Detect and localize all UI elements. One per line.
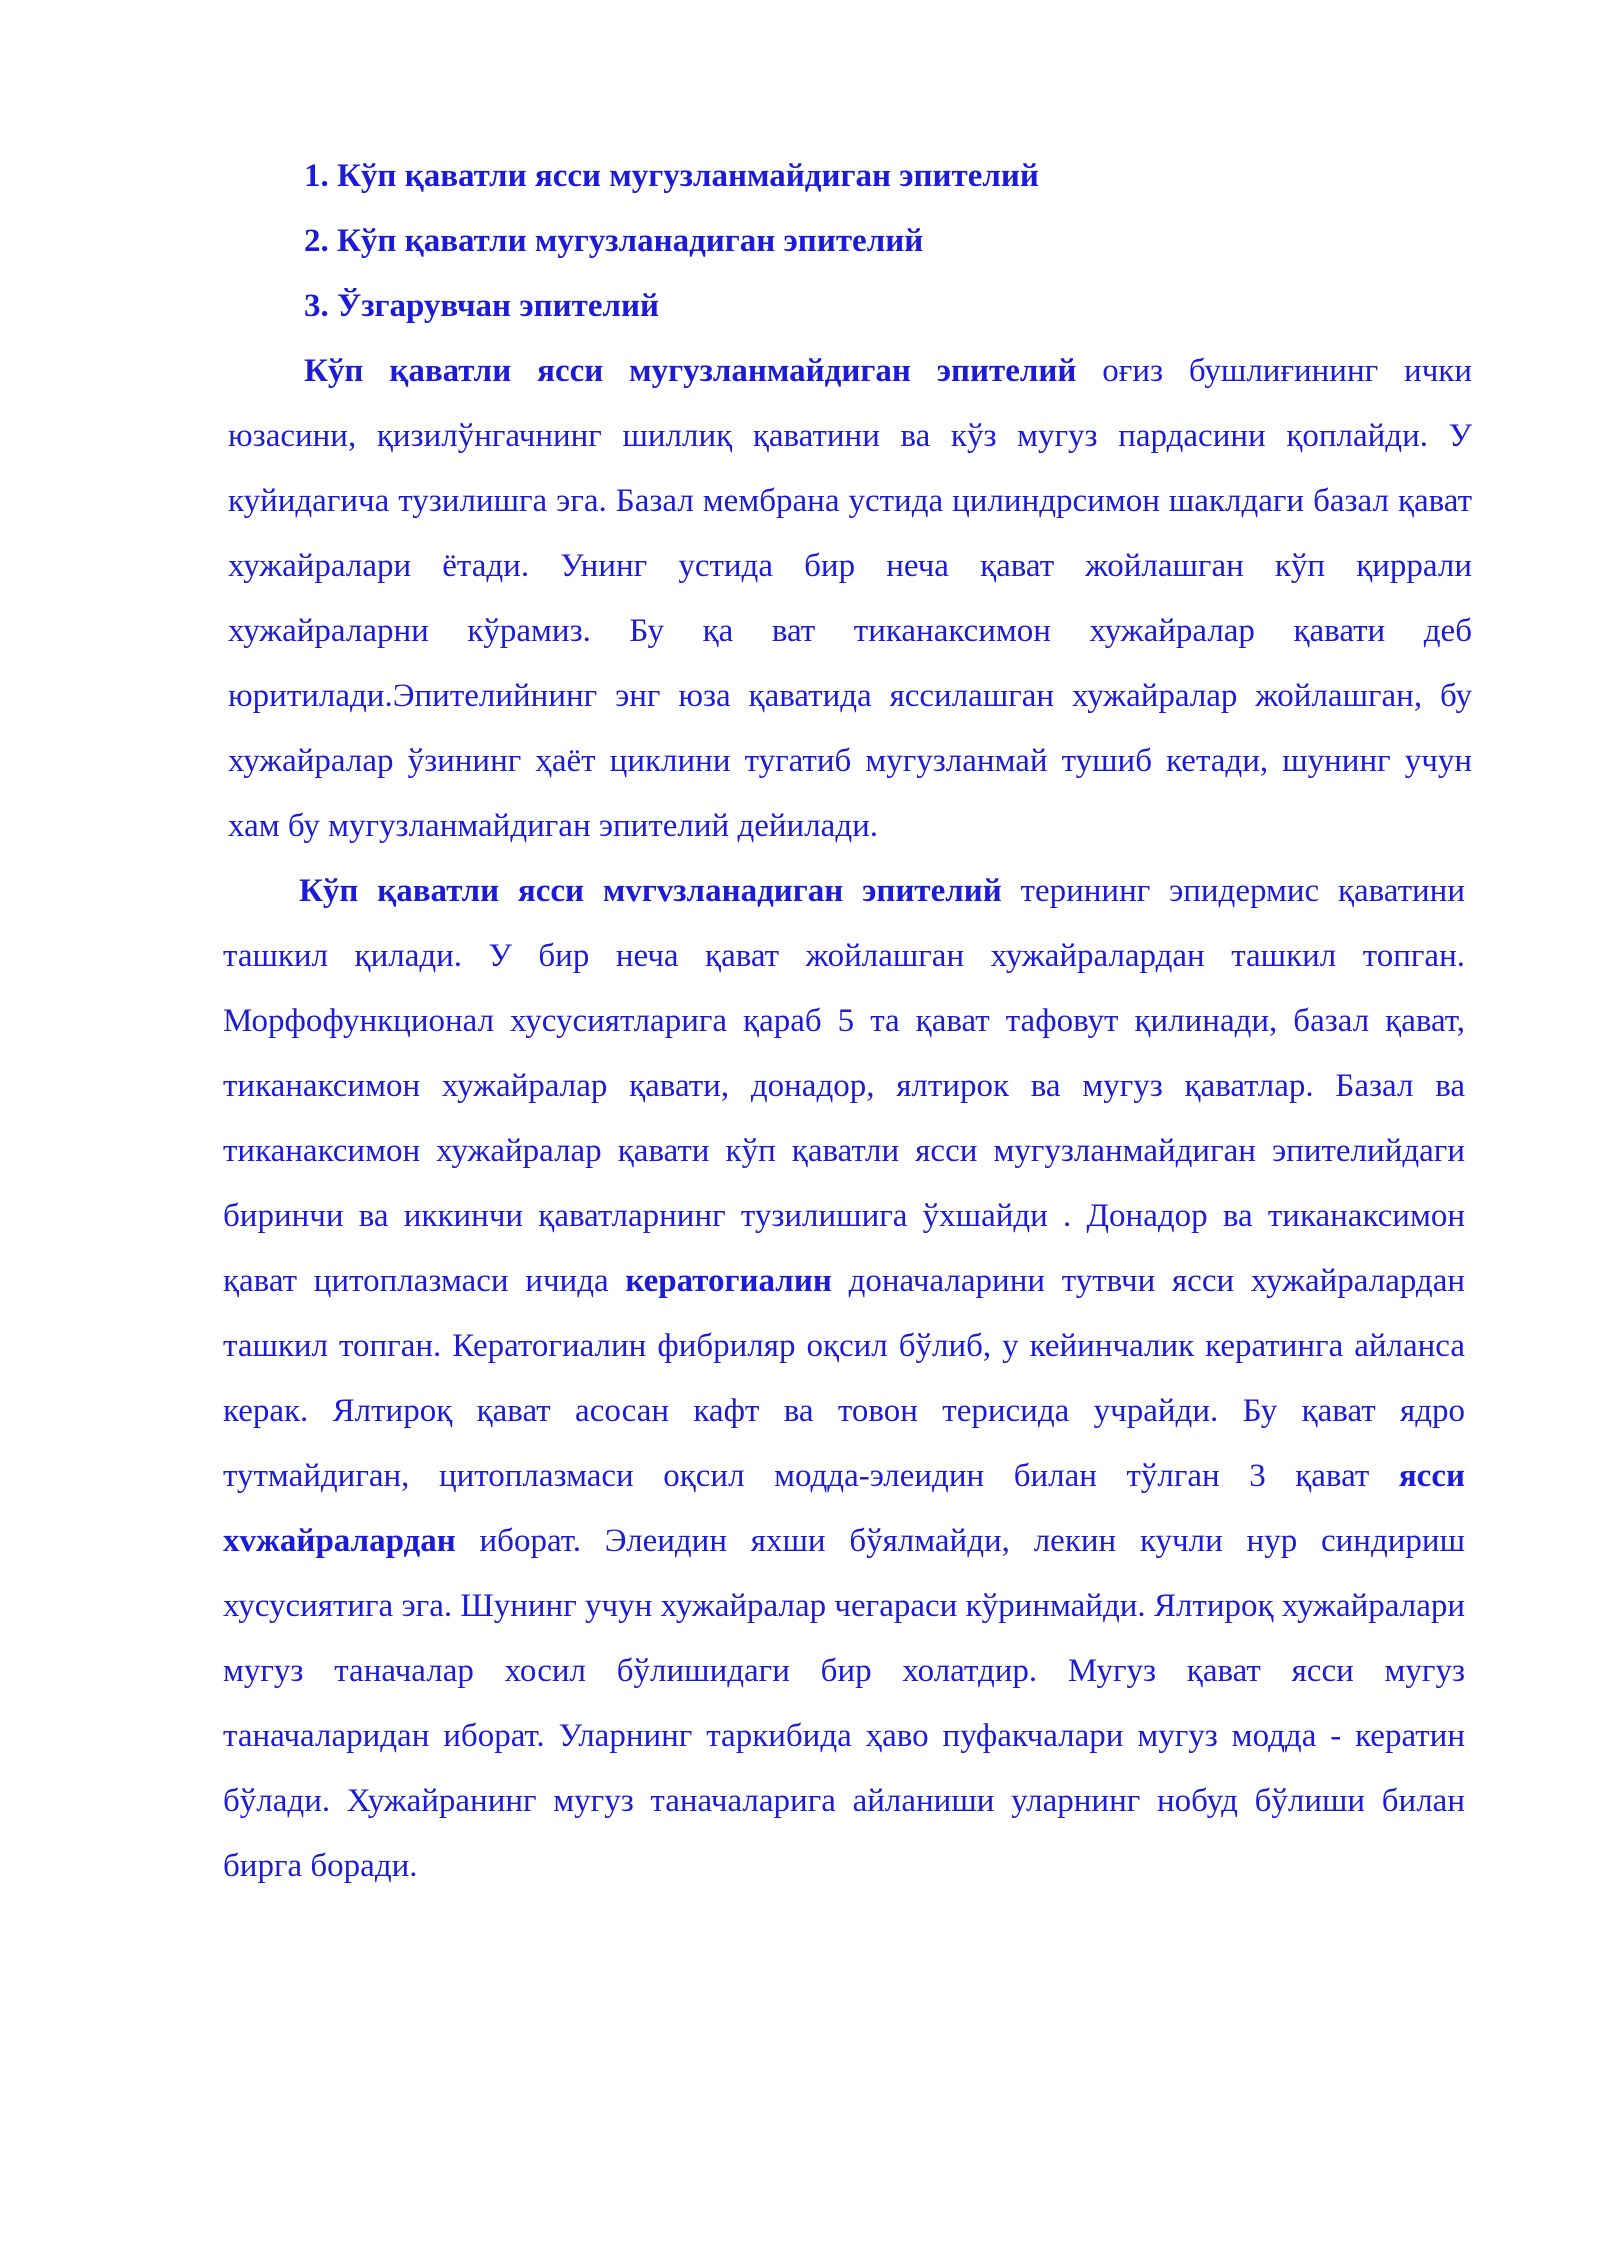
term-keratinized-epithelium: Кўп қаватли ясси мvгvзланадиган эпителий <box>299 873 1002 909</box>
term-nonkeratinized-epithelium: Кўп қаватли ясси мугузланмайдиган эпителий <box>304 353 1077 389</box>
term-keratogialin: кератогиалин <box>625 1263 832 1299</box>
list-item-1: 1. Кўп қаватли ясси мугузланмайдиган эпителий <box>304 158 1039 194</box>
paragraph-text: терининг эпидермис қаватини ташкил қилади. У бир неча қават жойлашган хужайралардан ташкил топган. Морфофункционал хусусиятларига қараб 5 та қават тафовут қилинади, базал қават, тиканаксимон хужайралар қавати, донадор, ялтирок ва мугуз қаватлар. Базал ва тиканаксимон хужайралар қавати кўп қаватли ясси мугузланмайдиган эпителийдаги биринчи ва иккинчи қаватларнинг тузилишига ўхшайди . Донадор ва тиканаксимон қават цитоплазмаси ичида <box>223 873 1465 1299</box>
list-item-2: 2. Кўп қаватли мугузланадиган эпителий <box>304 223 924 259</box>
term-flat-cells: ясси хvжайралардан <box>223 1458 1465 1559</box>
paragraph-text: оғиз бушлиғининг ички юзасини, қизилўнгачнинг шиллиқ қаватини ва кўз мугуз пардасини қоплайди. У куйидагича тузилишга эга. Базал мембрана устида цилиндрсимон шаклдаги базал қават хужайралари ётади. Унинг устида бир неча қават жойлашган кўп қиррали хужайраларни кўрамиз. Бу қа ват тиканаксимон хужайралар қавати деб юритилади.Эпителийнинг энг юза қаватида яссилашган хужайралар жойлашган, бу хужайралар ўзининг ҳаёт циклини тугатиб мугузланмай тушиб кетади, шунинг учун хам бу мугузланмайдиган эпителий дейилади. <box>228 353 1472 844</box>
paragraph-nonkeratinized <box>228 339 1472 859</box>
paragraph-keratinized <box>223 859 1465 1899</box>
list-item-3: 3. Ўзгарувчан эпителий <box>304 288 660 324</box>
paragraph-text: иборат. Элеидин яхши бўялмайди, лекин кучли нур синдириш хусусиятига эга. Шунинг учун хужайралар чегараси кўринмайди. Ялтироқ хужайралари мугуз таначалар хосил бўлишидаги бир холатдир. Мугуз қават ясси мугуз таначаларидан иборат. Уларнинг таркибида ҳаво пуфакчалари мугуз модда - кератин бўлади. Хужайранинг мугуз таначаларига айланиши уларнинг нобуд бўлиши билан бирга боради. <box>223 1523 1465 1884</box>
paragraph-text: доначаларини тутвчи ясси хужайралардан ташкил топган. Кератогиалин фибриляр оқсил бўлиб, у кейинчалик кератинга айланса керак. Ялтироқ қават асосан кафт ва товон терисида учрайди. Бу қават ядро тутмайдиган, цитоплазмаси оқсил модда-элеидин билан тўлган 3 қават <box>223 1263 1466 1494</box>
document-page <box>223 144 1472 1899</box>
